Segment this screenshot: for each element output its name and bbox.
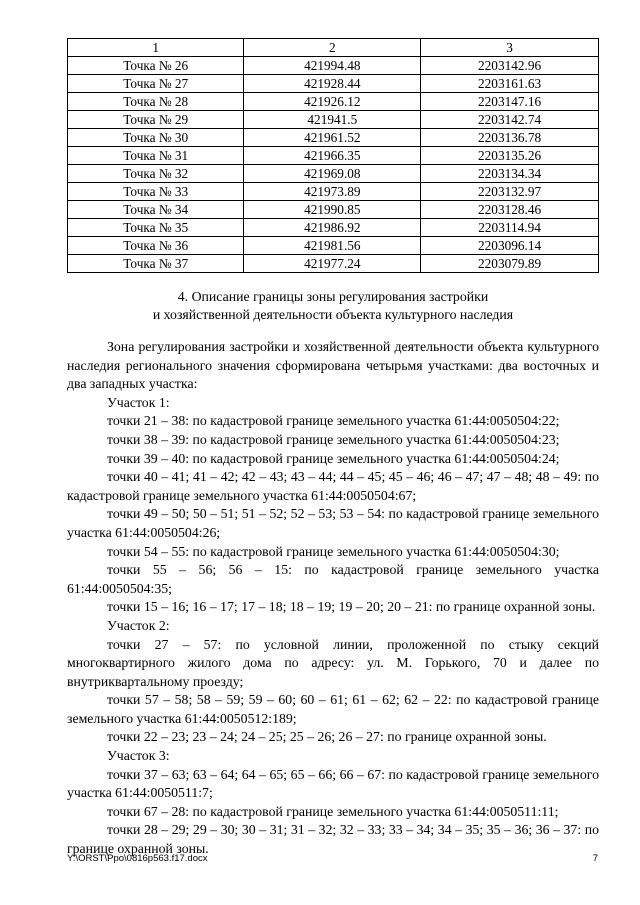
x-coordinate-cell: 421941.5 xyxy=(244,111,421,129)
table-row xyxy=(68,147,599,165)
x-coordinate-cell: 421973.89 xyxy=(244,183,421,201)
table-row xyxy=(68,237,599,255)
paragraph: Зона регулирования застройки и хозяйственной деятельности объекта культурного наследия регионального значения сформирована четырьмя участками: два восточных и два западных участка: xyxy=(67,339,599,392)
heading-line-2: и хозяйственной деятельности объекта культурного наследия xyxy=(152,307,514,322)
section-heading xyxy=(67,288,599,324)
point-name-cell: Точка № 26 xyxy=(68,57,244,75)
paragraph: точки 27 – 57: по условной линии, проложенной по стыку секций многоквартирного жилого дома по адресу: ул. М. Горького, 70 и далее по внутриквартальному проезду; xyxy=(67,636,599,689)
paragraph: точки 57 – 58; 58 – 59; 59 – 60; 60 – 61; 61 – 62; 62 – 22: по кадастровой границе земельного участка 61:44:0050512:189; xyxy=(67,692,599,726)
y-coordinate-cell: 2203135.26 xyxy=(421,147,599,165)
point-name-cell: Точка № 32 xyxy=(68,165,244,183)
paragraph: точки 67 – 28: по кадастровой границе земельного участка 61:44:0050511:11; xyxy=(107,803,559,819)
table-row xyxy=(68,57,599,75)
table-row xyxy=(68,201,599,219)
table-header-row xyxy=(68,39,599,57)
y-coordinate-cell: 2203161.63 xyxy=(421,75,599,93)
x-coordinate-cell: 421990.85 xyxy=(244,201,421,219)
y-coordinate-cell: 2203114.94 xyxy=(421,219,599,237)
y-coordinate-cell: 2203142.74 xyxy=(421,111,599,129)
footer-file-path: Y:\ORST\Ppo\0816p563.f17.docx xyxy=(67,853,208,864)
paragraph: точки 49 – 50; 50 – 51; 51 – 52; 52 – 53; 53 – 54: по кадастровой границе земельного участка 61:44:0050504:26; xyxy=(67,506,599,540)
x-coordinate-cell: 421961.52 xyxy=(244,129,421,147)
point-name-cell: Точка № 35 xyxy=(68,219,244,237)
point-name-cell: Точка № 36 xyxy=(68,237,244,255)
x-coordinate-cell: 421981.56 xyxy=(244,237,421,255)
point-name-cell: Точка № 33 xyxy=(68,183,244,201)
column-header: 2 xyxy=(244,39,421,57)
table-row xyxy=(68,75,599,93)
paragraph: точки 54 – 55: по кадастровой границе земельного участка 61:44:0050504:30; xyxy=(107,543,560,559)
table-row xyxy=(68,183,599,201)
table-row xyxy=(68,165,599,183)
point-name-cell: Точка № 34 xyxy=(68,201,244,219)
point-name-cell: Точка № 27 xyxy=(68,75,244,93)
x-coordinate-cell: 421994.48 xyxy=(244,57,421,75)
paragraph: точки 39 – 40: по кадастровой границе земельного участка 61:44:0050504:24; xyxy=(107,450,560,466)
point-name-cell: Точка № 28 xyxy=(68,93,244,111)
x-coordinate-cell: 421986.92 xyxy=(244,219,421,237)
paragraph: точки 37 – 63; 63 – 64; 64 – 65; 65 – 66; 66 – 67: по кадастровой границе земельного участка 61:44:0050511:7; xyxy=(67,766,599,801)
point-name-cell: Точка № 31 xyxy=(68,147,244,165)
coordinates-table xyxy=(67,38,599,273)
paragraph: точки 38 – 39: по кадастровой границе земельного участка 61:44:0050504:23; xyxy=(107,431,560,447)
x-coordinate-cell: 421969.08 xyxy=(244,165,421,183)
y-coordinate-cell: 2203128.46 xyxy=(421,201,599,219)
y-coordinate-cell: 2203136.78 xyxy=(421,129,599,147)
paragraph: Участок 2: xyxy=(107,617,170,633)
table-row xyxy=(68,129,599,147)
paragraph: Участок 1: xyxy=(107,394,170,410)
x-coordinate-cell: 421926.12 xyxy=(244,93,421,111)
x-coordinate-cell: 421977.24 xyxy=(244,255,421,273)
paragraph: точки 55 – 56; 56 – 15: по кадастровой границе земельного участка 61:44:0050504:35; xyxy=(67,562,599,596)
point-name-cell: Точка № 30 xyxy=(68,129,244,147)
y-coordinate-cell: 2203079.89 xyxy=(421,255,599,273)
table-row xyxy=(68,219,599,237)
paragraph: точки 15 – 16; 16 – 17; 17 – 18; 18 – 19; 19 – 20; 20 – 21: по границе охранной зоны. xyxy=(107,599,596,615)
paragraph: точки 22 – 23; 23 – 24; 24 – 25; 25 – 26; 26 – 27: по границе охранной зоны. xyxy=(107,729,547,745)
y-coordinate-cell: 2203142.96 xyxy=(421,57,599,75)
column-header: 1 xyxy=(68,39,244,57)
paragraph: Участок 3: xyxy=(107,748,170,764)
table-row xyxy=(68,111,599,129)
table-row xyxy=(68,93,599,111)
paragraph: точки 40 – 41; 41 – 42; 42 – 43; 43 – 44; 44 – 45; 45 – 46; 46 – 47; 47 – 48; 48 – 49: по кадастровой границе земельного участка 61:44:0050504:67; xyxy=(67,469,599,503)
point-name-cell: Точка № 29 xyxy=(68,111,244,129)
y-coordinate-cell: 2203096.14 xyxy=(421,237,599,255)
column-header: 3 xyxy=(421,39,599,57)
x-coordinate-cell: 421966.35 xyxy=(244,147,421,165)
body-text xyxy=(67,338,599,859)
point-name-cell: Точка № 37 xyxy=(68,255,244,273)
x-coordinate-cell: 421928.44 xyxy=(244,75,421,93)
y-coordinate-cell: 2203134.34 xyxy=(421,165,599,183)
table-row xyxy=(68,255,599,273)
paragraph: точки 21 – 38: по кадастровой границе земельного участка 61:44:0050504:22; xyxy=(107,413,560,429)
y-coordinate-cell: 2203147.16 xyxy=(421,93,599,111)
y-coordinate-cell: 2203132.97 xyxy=(421,183,599,201)
footer-page-number: 7 xyxy=(592,853,598,864)
heading-line-1: 4. Описание границы зоны регулирования застройки xyxy=(177,289,489,304)
paragraph: точки 28 – 29; 29 – 30; 30 – 31; 31 – 32; 32 – 33; 33 – 34; 34 – 35; 35 – 36; 36 – 37: по границе охранной зоны. xyxy=(67,822,599,857)
